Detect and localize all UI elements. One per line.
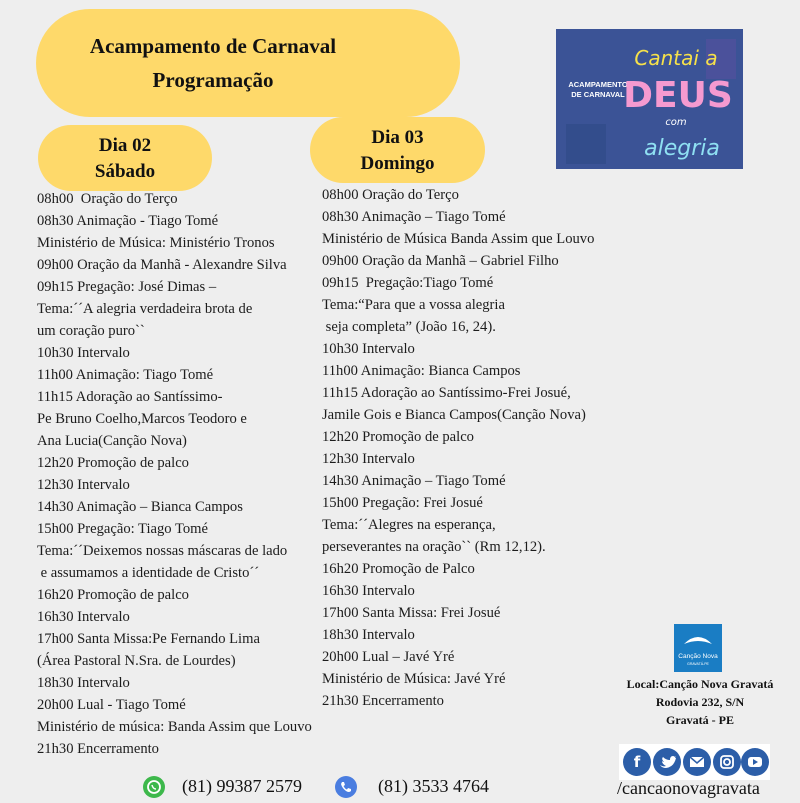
schedule-line: 15h00 Pregação: Tiago Tomé (37, 521, 208, 537)
whatsapp-icon (143, 776, 165, 798)
logo-word-deus: DEUS (623, 75, 733, 116)
logo-tagline-2: DE CARNAVAL (571, 90, 625, 99)
twitter-icon[interactable] (653, 748, 681, 776)
schedule-line: 17h00 Santa Missa: Frei Josué (322, 605, 501, 621)
schedule-line: 09h15 Pregação:Tiago Tomé (322, 275, 494, 291)
schedule-line: Tema:´´Deixemos nossas máscaras de lado (37, 543, 288, 559)
day-badge-saturday (38, 125, 212, 191)
schedule-line: 16h20 Promoção de Palco (322, 561, 475, 577)
schedule-line: Pe Bruno Coelho,Marcos Teodoro e (37, 411, 247, 427)
schedule-line: (Área Pastoral N.Sra. de Lourdes) (37, 653, 236, 669)
logo-word-cantai: Cantai a (634, 46, 718, 70)
schedule-line: Jamile Gois e Bianca Campos(Canção Nova) (322, 407, 586, 423)
day-number: Dia 03 (371, 127, 424, 148)
schedule-line: 14h30 Animação – Tiago Tomé (322, 473, 506, 489)
social-icons (619, 744, 770, 780)
day-number: Dia 02 (98, 135, 152, 156)
schedule-line: 18h30 Intervalo (322, 627, 415, 643)
schedule-line: 10h30 Intervalo (37, 345, 130, 361)
schedule-line: 20h00 Lual – Javé Yré (322, 649, 455, 665)
schedule-line: 16h30 Intervalo (37, 609, 130, 625)
schedule-line: Tema:´´A alegria verdadeira brota de (37, 301, 253, 317)
venue-info (600, 675, 800, 729)
schedule-line: Ministério de música: Banda Assim que Louvo (37, 719, 312, 735)
schedule-line: 09h00 Oração da Manhã - Alexandre Silva (37, 257, 287, 273)
venue-name: Local:Canção Nova Gravatá (626, 677, 774, 691)
youtube-icon[interactable] (741, 748, 769, 776)
schedule-line: 16h30 Intervalo (322, 583, 415, 599)
schedule-sunday (322, 184, 594, 712)
schedule-line: 09h15 Pregação: José Dimas – (37, 279, 217, 295)
event-subtitle: Programação (152, 68, 274, 92)
schedule-line: 21h30 Encerramento (322, 693, 444, 709)
social-handle[interactable]: /cancaonovagravata (617, 778, 760, 798)
schedule-line: 11h15 Adoração ao Santíssimo-Frei Josué, (322, 385, 571, 401)
schedule-line: Ministério de Música: Ministério Tronos (37, 235, 275, 251)
schedule-line: 11h15 Adoração ao Santíssimo- (37, 389, 223, 405)
logo-tagline-1: ACAMPAMENTO (568, 80, 628, 89)
day-weekday: Sábado (94, 161, 156, 182)
title-banner (36, 9, 460, 117)
schedule-line: 17h00 Santa Missa:Pe Fernando Lima (37, 631, 260, 647)
schedule-line: Ana Lucia(Canção Nova) (37, 433, 187, 449)
event-logo (556, 29, 743, 169)
schedule-line: 08h30 Animação - Tiago Tomé (37, 213, 219, 229)
instagram-icon[interactable] (713, 748, 741, 776)
facebook-icon[interactable]: f (623, 748, 651, 776)
schedule-line: e assumamos a identidade de Cristo´´ (37, 565, 260, 581)
schedule-line: 11h00 Animação: Bianca Campos (322, 363, 521, 379)
logo-word-com: com (665, 117, 687, 128)
schedule-line: 12h30 Intervalo (322, 451, 415, 467)
logo-brand-sub: GRAVATÁ-PE (687, 662, 709, 666)
schedule-line: 12h30 Intervalo (37, 477, 130, 493)
schedule-line: um coração puro`` (37, 323, 145, 339)
logo-word-alegria: alegria (644, 136, 720, 161)
schedule-line: 14h30 Animação – Bianca Campos (37, 499, 243, 515)
schedule-line: 20h00 Lual - Tiago Tomé (37, 697, 186, 713)
phone-number[interactable]: (81) 3533 4764 (378, 776, 489, 796)
schedule-line: seja completa” (João 16, 24). (322, 319, 496, 335)
event-title: Acampamento de Carnaval (89, 34, 337, 58)
schedule-line: 08h30 Animação – Tiago Tomé (322, 209, 506, 225)
day-weekday: Domingo (360, 153, 435, 174)
logo-brand-name: Canção Nova (678, 653, 718, 660)
schedule-line: 12h20 Promoção de palco (37, 455, 189, 471)
schedule-line: Tema:“Para que a vossa alegria (322, 297, 505, 313)
schedule-line: 18h30 Intervalo (37, 675, 130, 691)
day-badge-sunday (310, 117, 485, 183)
schedule-line: 15h00 Pregação: Frei Josué (322, 495, 483, 511)
cancao-nova-logo (674, 624, 722, 672)
schedule-line: 08h00 Oração do Terço (37, 191, 178, 207)
schedule-line: 08h00 Oração do Terço (322, 187, 459, 203)
venue-address: Rodovia 232, S/N (655, 695, 745, 709)
schedule-line: Tema:´´Alegres na esperança, (322, 517, 496, 533)
email-icon[interactable] (683, 748, 711, 776)
venue-city: Gravatá - PE (666, 713, 734, 727)
schedule-line: Ministério de Música Banda Assim que Louvo (322, 231, 595, 247)
schedule-line: 21h30 Encerramento (37, 741, 159, 757)
schedule-line: 11h00 Animação: Tiago Tomé (37, 367, 214, 383)
whatsapp-number[interactable]: (81) 99387 2579 (182, 776, 302, 796)
phone-icon (335, 776, 357, 798)
schedule-line: perseverantes na oração`` (Rm 12,12). (322, 539, 546, 555)
schedule-saturday (37, 188, 312, 760)
schedule-line: 12h20 Promoção de palco (322, 429, 474, 445)
schedule-line: 09h00 Oração da Manhã – Gabriel Filho (322, 253, 559, 269)
schedule-line: Ministério de Música: Javé Yré (322, 671, 506, 687)
schedule-line: 10h30 Intervalo (322, 341, 415, 357)
schedule-line: 16h20 Promoção de palco (37, 587, 189, 603)
